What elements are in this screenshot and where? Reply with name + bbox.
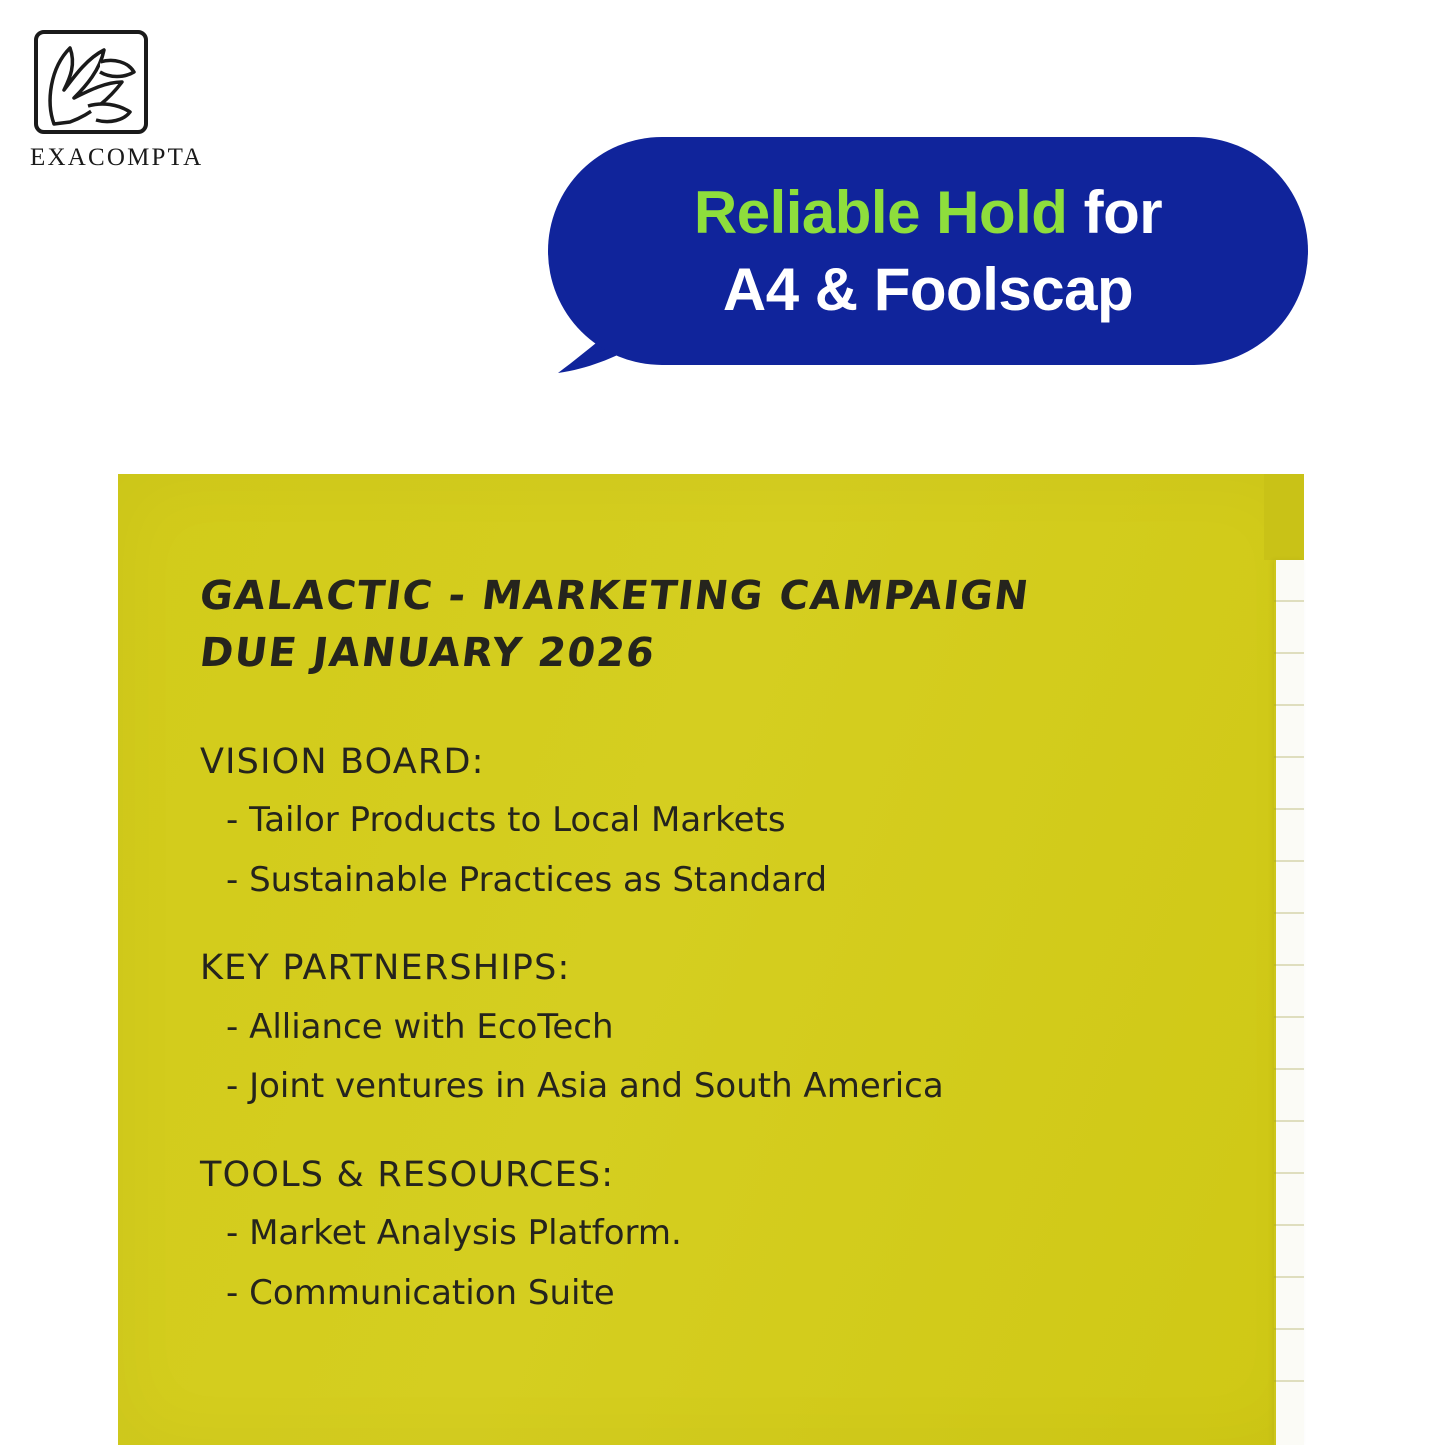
note-bullet: - Joint ventures in Asia and South America bbox=[226, 1066, 944, 1107]
feature-callout bbox=[548, 137, 1308, 365]
callout-highlight-text: Reliable Hold bbox=[693, 178, 1068, 246]
brand-logo bbox=[30, 28, 270, 172]
note-bullet: - Tailor Products to Local Markets bbox=[226, 800, 786, 841]
yellow-folder bbox=[118, 474, 1304, 1445]
exacompta-leaf-logo-icon bbox=[30, 28, 152, 136]
brand-name: EXACOMPTA bbox=[30, 144, 204, 171]
note-section-key-partnerships bbox=[200, 946, 1240, 1109]
note-bullet: - Communication Suite bbox=[226, 1272, 615, 1313]
note-bullet: - Market Analysis Platform. bbox=[226, 1213, 682, 1254]
note-section-tools-resources bbox=[200, 1153, 1240, 1316]
callout-text-wrap bbox=[548, 137, 1308, 365]
handwritten-note bbox=[197, 568, 1240, 1331]
section-heading: KEY PARTNERSHIPS: bbox=[200, 948, 571, 989]
folder-strip-marks bbox=[1274, 560, 1304, 1445]
callout-line-1-rest: for bbox=[1067, 178, 1163, 246]
section-heading: TOOLS & RESOURCES: bbox=[200, 1154, 615, 1195]
section-heading: VISION BOARD: bbox=[200, 741, 485, 782]
note-title-line-2: DUE JANUARY 2026 bbox=[197, 629, 659, 676]
folder-top-edge bbox=[1264, 474, 1304, 560]
callout-line-2: A4 & Foolscap bbox=[722, 256, 1134, 323]
callout-line-1 bbox=[694, 176, 1162, 249]
note-title-line-1: GALACTIC - MARKETING CAMPAIGN bbox=[197, 573, 1033, 619]
note-bullet: - Alliance with EcoTech bbox=[226, 1006, 614, 1047]
note-section-vision-board bbox=[200, 740, 1240, 903]
note-bullet: - Sustainable Practices as Standard bbox=[226, 859, 828, 900]
